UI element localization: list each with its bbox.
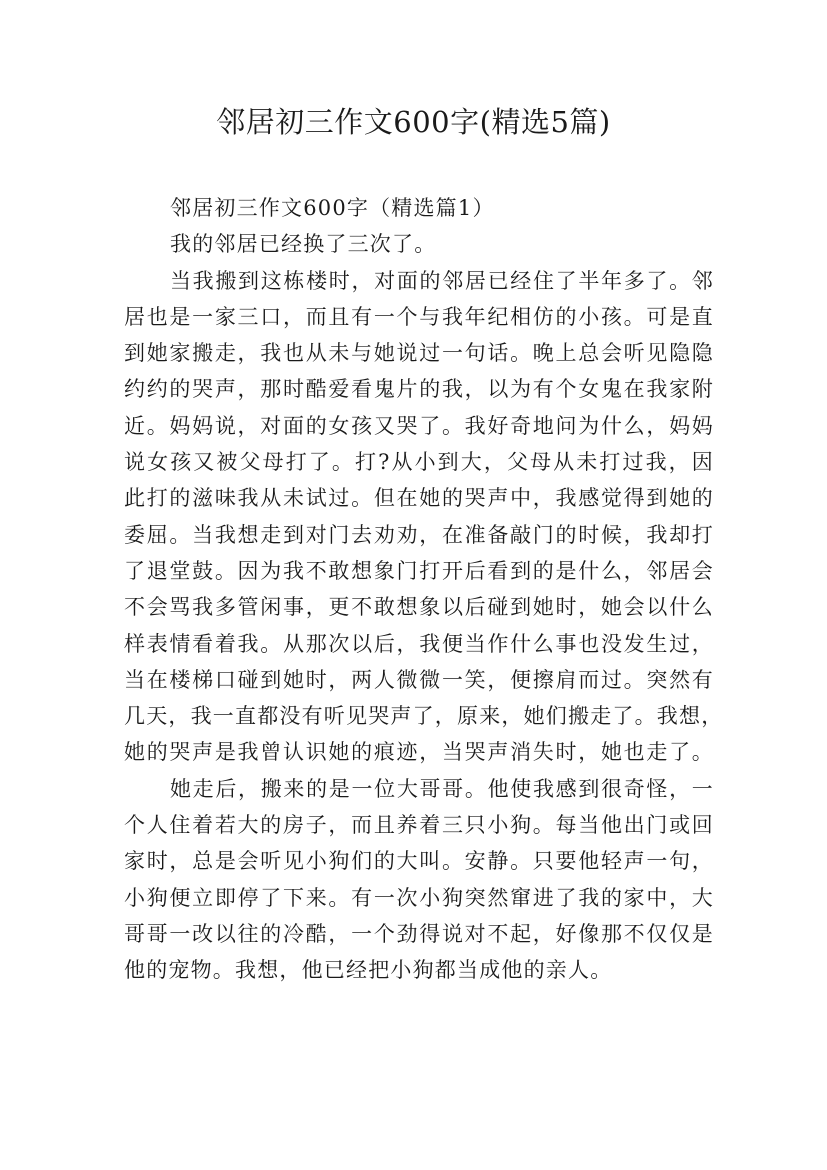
paragraph-line: 样表情看着我。从那次以后，我便当作什么事也没发生过， <box>124 631 714 656</box>
paragraph-line: 居也是一家三口，而且有一个与我年纪相仿的小孩。可是直 <box>124 304 714 329</box>
paragraph-line: 我的邻居已经换了三次了。 <box>170 232 437 257</box>
paragraph-line: 她的哭声是我曾认识她的痕迹，当哭声消失时，她也走了。 <box>124 740 714 765</box>
paragraph-line: 她走后，搬来的是一位大哥哥。他使我感到很奇怪，一 <box>170 776 714 801</box>
paragraph-line: 几天，我一直都没有听见哭声了，原来，她们搬走了。我想， <box>124 704 724 729</box>
paragraph-line: 不会骂我多管闲事，更不敢想象以后碰到她时，她会以什么 <box>124 595 714 620</box>
paragraph-line: 家时，总是会听见小狗们的大叫。安静。只要他轻声一句， <box>124 849 714 874</box>
paragraph-line: 委屈。当我想走到对门去劝劝，在准备敲门的时候，我却打 <box>124 522 714 547</box>
paragraph-line: 哥哥一改以往的冷酷，一个劲得说对不起，好像那不仅仅是 <box>124 921 714 946</box>
section-heading: 邻居初三作文600字（精选篇1） <box>170 196 495 220</box>
paragraph-line: 此打的滋味我从未试过。但在她的哭声中，我感觉得到她的 <box>124 486 714 511</box>
paragraph-line: 了退堂鼓。因为我不敢想象门打开后看到的是什么，邻居会 <box>124 558 714 583</box>
document-body <box>124 190 724 989</box>
document-title: 邻居初三作文600字(精选5篇) <box>216 105 611 139</box>
paragraph-line: 说女孩又被父母打了。打?从小到大，父母从未打过我，因 <box>124 450 714 475</box>
paragraph-line: 当我搬到这栋楼时，对面的邻居已经住了半年多了。邻 <box>170 268 714 293</box>
paragraph-line: 近。妈妈说，对面的女孩又哭了。我好奇地问为什么，妈妈 <box>124 413 714 438</box>
paragraph-line: 当在楼梯口碰到她时，两人微微一笑，便擦肩而过。突然有 <box>124 667 714 692</box>
paragraph-line: 约约的哭声，那时酷爱看鬼片的我，以为有个女鬼在我家附 <box>124 377 714 402</box>
paragraph-line: 他的宠物。我想，他已经把小狗都当成他的亲人。 <box>124 958 613 983</box>
paragraph-line: 小狗便立即停了下来。有一次小狗突然窜进了我的家中，大 <box>124 885 714 910</box>
paragraph-line: 个人住着若大的房子，而且养着三只小狗。每当他出门或回 <box>124 813 714 838</box>
paragraph-line: 到她家搬走，我也从未与她说过一句话。晚上总会听见隐隐 <box>124 341 714 366</box>
